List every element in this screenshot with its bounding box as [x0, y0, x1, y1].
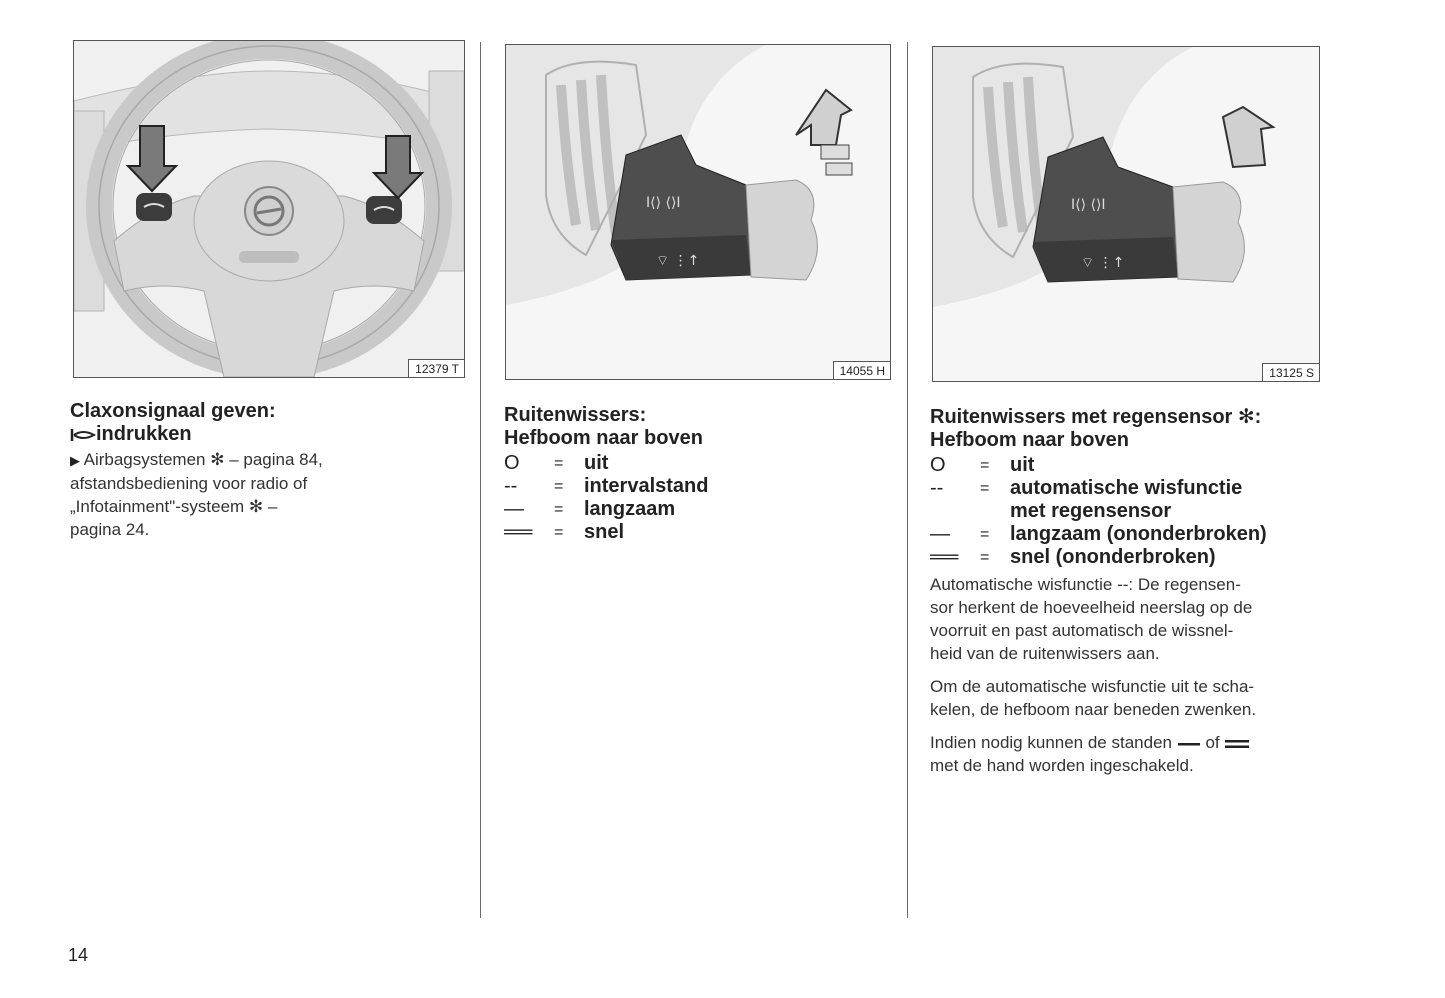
horn-heading [70, 400, 400, 446]
rainsensor-heading-subtitle: Hefboom naar boven [930, 429, 1129, 451]
steering-wheel-illustration [74, 41, 464, 377]
legend-label: uit [584, 452, 609, 474]
horn-icon [70, 427, 96, 443]
rainsensor-paragraph-3: Indien nodig kunnen de standen of met de hand worden ingeschakeld. [930, 731, 1330, 777]
wiper-lever-rainsensor-illustration [933, 47, 1319, 381]
wipers-heading-subtitle: Hefboom naar boven [504, 427, 703, 449]
legend-label: intervalstand [584, 475, 709, 497]
legend-row [504, 452, 884, 475]
legend-equals: = [980, 457, 990, 474]
legend-equals: = [980, 480, 990, 497]
column-wipers [504, 404, 884, 544]
legend-row [930, 546, 1330, 569]
figure-wiper-lever-rainsensor [932, 46, 1320, 382]
legend-row [504, 475, 884, 498]
legend-label: uit [1010, 454, 1035, 476]
wipers-heading [504, 404, 884, 450]
rainsensor-heading-title: Ruitenwissers met regensensor ✻: [930, 406, 1262, 428]
legend-label: langzaam (ononderbroken) [1010, 523, 1267, 545]
svg-text:⌔ ⋮↑: ⌔ ⋮↑ [1081, 255, 1125, 271]
rainsensor-paragraph-2: Om de automatische wisfunctie uit te scha- kelen, de hefboom naar beneden zwenken. [930, 677, 1257, 719]
column-horn [70, 400, 400, 541]
wipers-heading-title: Ruitenwissers: [504, 404, 647, 426]
legend-label: automatische wisfunctie met regensensor [1010, 477, 1243, 522]
legend-row [504, 498, 884, 521]
legend-symbol-slow: — [930, 523, 950, 545]
triangle-bullet-icon: ▶ [70, 453, 84, 468]
legend-symbol-off: O [504, 452, 520, 474]
slow-wipe-symbol-icon [1177, 739, 1201, 749]
legend-equals: = [554, 501, 564, 518]
horn-body-line: „Infotainment"-systeem ✻ – [70, 497, 278, 516]
legend-symbol-interval: -- [504, 475, 518, 497]
legend-row [930, 477, 1330, 523]
fast-wipe-symbol-icon [1224, 738, 1250, 750]
legend-label: langzaam [584, 498, 676, 520]
rainsensor-paragraph-1: Automatische wisfunctie --: De regensen- sor herkent de hoeveelheid neerslag op de voorruit en past automatisch de wissnel- heid van de ruitenwissers aan. [930, 575, 1253, 663]
horn-body [70, 448, 400, 541]
legend-symbol-fast: ══ [504, 521, 533, 543]
legend-equals: = [554, 455, 564, 472]
legend-equals: = [980, 526, 990, 543]
figure-id-label: 13125 S [1262, 363, 1319, 381]
rainsensor-body [930, 573, 1330, 777]
horn-heading-title: Claxonsignaal geven: [70, 400, 276, 422]
svg-text:⌔ ⋮↑: ⌔ ⋮↑ [656, 253, 700, 269]
legend-equals: = [554, 478, 564, 495]
figure-id-label: 14055 H [833, 361, 890, 379]
legend-symbol-off: O [930, 454, 946, 476]
legend-label: snel [584, 521, 625, 543]
horn-body-line: ▶ Airbagsystemen ✻ – pagina 84, [70, 450, 323, 469]
legend-row [930, 523, 1330, 546]
svg-text:I⟨⟩ ⟨⟩I: I⟨⟩ ⟨⟩I [646, 195, 681, 211]
legend-label: snel (ononderbroken) [1010, 546, 1216, 568]
figure-steering-wheel [73, 40, 465, 378]
legend-symbol-fast: ══ [930, 546, 959, 568]
rainsensor-heading [930, 406, 1330, 452]
horn-body-line: pagina 24. [70, 520, 150, 539]
legend-symbol-auto: -- [930, 477, 944, 499]
legend-row [504, 521, 884, 544]
column-divider-2 [907, 42, 908, 918]
rainsensor-legend [930, 454, 1330, 569]
legend-equals: = [980, 549, 990, 566]
legend-equals: = [554, 524, 564, 541]
figure-id-label: 12379 T [408, 359, 464, 377]
horn-body-line: afstandsbediening voor radio of [70, 474, 308, 493]
column-rain-sensor [930, 406, 1330, 787]
legend-row [930, 454, 1330, 477]
page-number: 14 [68, 945, 89, 965]
figure-wiper-lever [505, 44, 891, 380]
wiper-lever-illustration [506, 45, 890, 379]
horn-heading-action: indrukken [70, 423, 400, 446]
svg-text:I⟨⟩ ⟨⟩I: I⟨⟩ ⟨⟩I [1071, 197, 1106, 213]
wipers-legend [504, 452, 884, 544]
column-divider-1 [480, 42, 481, 918]
legend-symbol-slow: — [504, 498, 524, 520]
